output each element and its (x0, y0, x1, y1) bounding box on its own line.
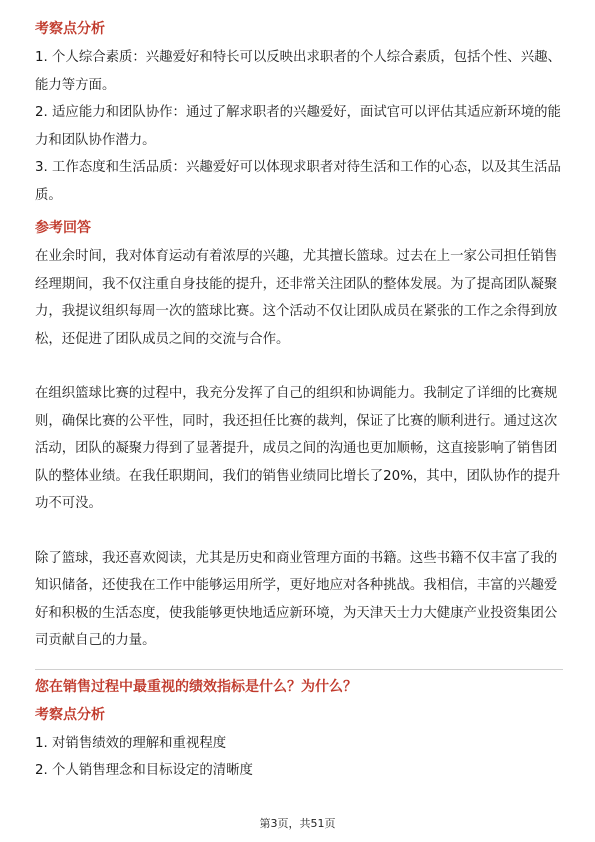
section-divider (35, 669, 563, 670)
analysis-point: 1. 个人综合素质：兴趣爱好和特长可以反映出求职者的个人综合素质，包括个性、兴趣、能力等方面。 (35, 50, 561, 93)
answer-paragraph: 除了篮球，我还喜欢阅读，尤其是历史和商业管理方面的书籍。这些书籍不仅丰富了我的知识储备，还使我在工作中能够运用所学，更好地应对各种挑战。我相信，丰富的兴趣爱好和积极的生活态度，使我能够更快地适应新环境，为天津天士力大健康产业投资集团公司贡献自己的力量。 (35, 550, 558, 648)
analysis-point: 2. 适应能力和团队协作：通过了解求职者的兴趣爱好，面试官可以评估其适应新环境的能力和团队协作潜力。 (35, 105, 561, 148)
section-heading-analysis: 考察点分析 (35, 706, 105, 723)
section-heading-answer: 参考回答 (35, 220, 91, 236)
document-page (35, 18, 563, 785)
answer-paragraph: 在业余时间，我对体育运动有着浓厚的兴趣，尤其擅长篮球。过去在上一家公司担任销售经理期间，我不仅注重自身技能的提升，还非常关注团队的整体发展。为了提高团队凝聚力，我提议组织每周一次的篮球比赛。这个活动不仅让团队成员在紧张的工作之余得到放松，还促进了团队成员之间的交流与合作。 (35, 249, 558, 347)
question-title: 您在销售过程中最重视的绩效指标是什么？为什么？ (35, 678, 357, 695)
analysis-point: 1. 对销售绩效的理解和重视程度 (35, 735, 227, 751)
section-heading-analysis: 考察点分析 (35, 21, 105, 37)
answer-paragraph: 在组织篮球比赛的过程中，我充分发挥了自己的组织和协调能力。我制定了详细的比赛规则，确保比赛的公平性，同时，我还担任比赛的裁判，保证了比赛的顺利进行。通过这次活动，团队的凝聚力得到了显著提升，成员之间的沟通也更加顺畅，这直接影响了销售团队的整体业绩。在我任职期间，我们的销售业绩同比增长了20%，其中，团队协作的提升功不可没。 (35, 386, 561, 511)
analysis-point: 3. 工作态度和生活品质：兴趣爱好可以体现求职者对待生活和工作的心态，以及其生活品质。 (35, 160, 561, 203)
analysis-point: 2. 个人销售理念和目标设定的清晰度 (35, 763, 253, 778)
page-number: 第3页，共51页 (259, 817, 336, 830)
